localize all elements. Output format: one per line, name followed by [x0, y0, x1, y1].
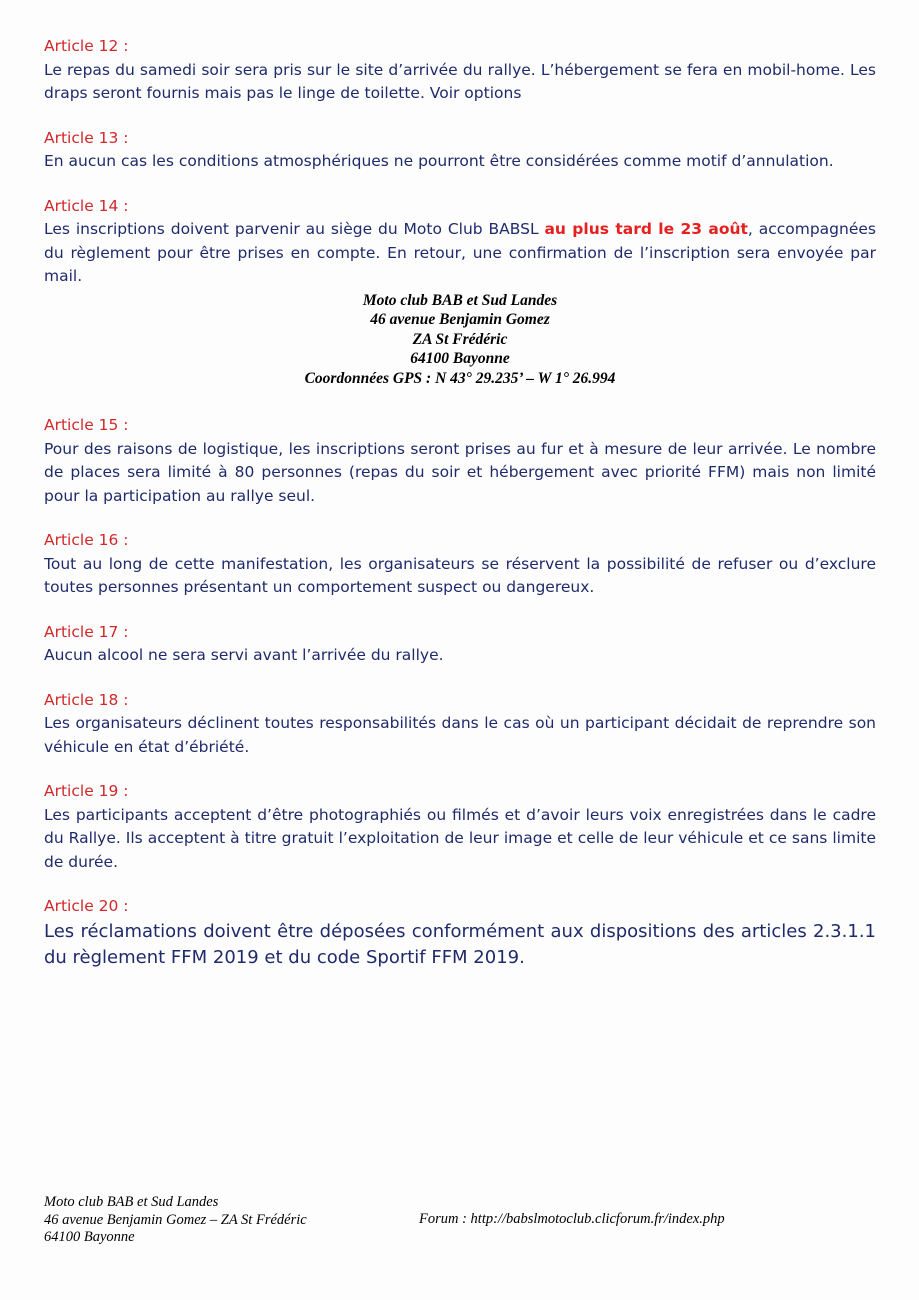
footer-city: 64100 Bayonne: [44, 1229, 135, 1245]
article-body: Les participants acceptent d’être photographiés ou filmés et d’avoir leurs voix enregistrées dans le cadre du Rallye. Ils acceptent à titre gratuit l’exploitation de leur image et celle de leur véhicule et ce sans limite de durée.: [44, 805, 876, 871]
article-body: Pour des raisons de logistique, les inscriptions seront prises au fur et à mesure de leur arrivée. Le nombre de places sera limité à 80 personnes (repas du soir et hébergement avec priorité FFM) mais non limité pour la participation au rallye seul.: [44, 439, 876, 505]
article-18: [44, 689, 876, 760]
footer-forum-link[interactable]: Forum : http://babslmotoclub.clicforum.fr/index.php: [419, 1211, 725, 1227]
articles-content: [44, 35, 876, 992]
article-body-start: Les inscriptions doivent parvenir au siège du Moto Club BABSL: [44, 220, 545, 238]
article-14: [44, 195, 876, 289]
address-zone: ZA St Frédéric: [412, 330, 508, 348]
article-title: Article 18 :: [44, 690, 129, 709]
article-body: En aucun cas les conditions atmosphériques ne pourront être considérées comme motif d’annulation.: [44, 152, 834, 170]
article-15: [44, 414, 876, 508]
article-17: [44, 621, 876, 668]
club-address-block: [44, 291, 876, 389]
article-title: Article 17 :: [44, 622, 129, 641]
article-body: Tout au long de cette manifestation, les organisateurs se réservent la possibilité de refuser ou d’exclure toutes personnes présentant un comportement suspect ou dangereux.: [44, 554, 876, 596]
article-body-end: , accompagnées du règlement pour être prises en compte. En retour, une confirmation de l’inscription sera envoyée par mail.: [44, 220, 876, 285]
article-title: Article 16 :: [44, 531, 129, 549]
article-title: Article 20 :: [44, 897, 129, 915]
article-body: Aucun alcool ne sera servi avant l’arrivée du rallye.: [44, 646, 444, 664]
article-12: [44, 35, 876, 106]
address-gps: Coordonnées GPS : N 43° 29.235’ – W 1° 26.994: [304, 369, 616, 387]
article-title: Article 15 :: [44, 416, 129, 434]
article-title: Article 19 :: [44, 782, 129, 800]
address-street: 46 avenue Benjamin Gomez: [370, 311, 550, 328]
address-city: 64100 Bayonne: [410, 350, 510, 367]
page-footer: [44, 1194, 876, 1247]
article-title: Article 14 :: [44, 196, 129, 215]
article-13: [44, 127, 876, 174]
article-16: [44, 529, 876, 600]
article-body: Les organisateurs déclinent toutes responsabilités dans le cas où un participant décidait de reprendre son véhicule en état d’ébriété.: [44, 714, 876, 756]
article-title: Article 13 :: [44, 128, 129, 147]
footer-street: 46 avenue Benjamin Gomez – ZA St Frédéric: [44, 1211, 307, 1228]
deadline-highlight: au plus tard le 23 août: [544, 220, 748, 238]
article-body: Les réclamations doivent être déposées conformément aux dispositions des articles 2.3.1.1 du règlement FFM 2019 et du code Sportif FFM 2019.: [44, 920, 876, 968]
article-body: Le repas du samedi soir sera pris sur le site d’arrivée du rallye. L’hébergement se fera en mobil-home. Les draps seront fournis mais pas le linge de toilette. Voir options: [44, 60, 876, 102]
article-19: [44, 780, 876, 874]
address-club-name: Moto club BAB et Sud Landes: [362, 291, 558, 309]
article-body: [44, 218, 876, 289]
article-title: Article 12 :: [44, 37, 129, 55]
footer-club-name: Moto club BAB et Sud Landes: [44, 1194, 219, 1210]
article-20: [44, 895, 876, 971]
